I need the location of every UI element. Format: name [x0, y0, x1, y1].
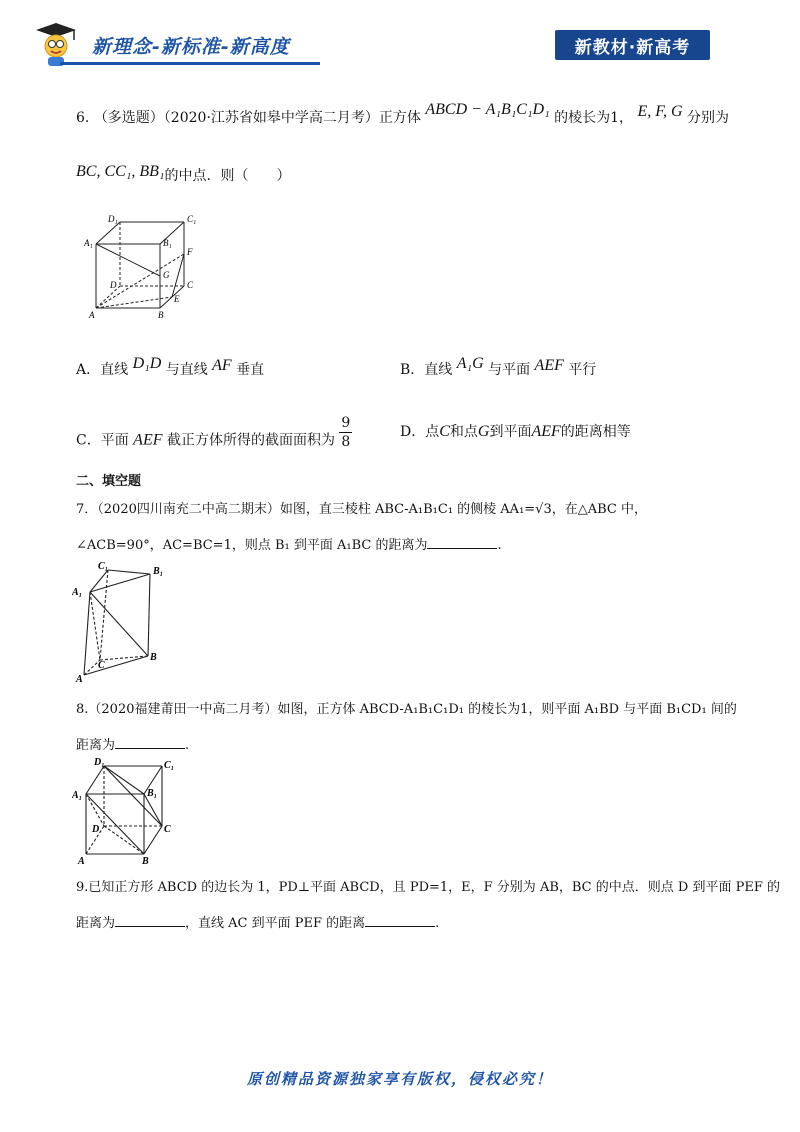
q6-opt-d-mid2: 到平面 — [489, 424, 532, 440]
q9-answer-blank-1[interactable] — [115, 912, 185, 927]
q6-option-b — [400, 355, 597, 380]
question-9-line-1: 9.已知正方形 ABCD 的边长为 1，PD⊥平面 ABCD，且 PD=1，E，F 分别为 AB，BC 的中点．则点 D 到平面 PEF 的 — [76, 880, 780, 895]
q8-cube-figure — [72, 756, 182, 866]
q7-fig-label-a1: A₁ — [72, 587, 83, 598]
q6-opt-c-mid: 截正方体所得的截面面积为 — [166, 432, 335, 449]
q8-fig-label-a1: A₁ — [72, 790, 83, 801]
q6-opt-d-tail: 的距离相等 — [560, 424, 631, 440]
q6-fig-label-g: G — [163, 270, 170, 280]
q6-option-a — [76, 355, 265, 380]
q6-opt-c-prefix: C．平面 — [76, 432, 129, 449]
q6-opt-c-fraction — [339, 414, 352, 451]
q6-opt-b-tail: 平行 — [568, 362, 597, 378]
question-8-line-2 — [76, 734, 189, 756]
header-tag: 新教材·新高考 — [555, 30, 710, 60]
q6-option-c — [76, 415, 352, 459]
question-6-line-2 — [76, 163, 291, 186]
q6-opt-b-plane: AEF — [534, 357, 564, 374]
q6-cube-figure — [84, 210, 204, 325]
q6-fig-label-f: F — [187, 247, 193, 257]
q8-fig-label-a: A — [78, 856, 85, 866]
q6-meta: （多选题）（2020·江苏省如皋中学高二月考）正方体 — [93, 110, 421, 126]
q8-fig-label-b: B — [142, 856, 149, 866]
q6-opt-c-denominator: 8 — [341, 434, 351, 450]
q8-fig-label-d: D — [92, 824, 100, 835]
question-7-line-1: 7．（2020四川南充二中高二期末）如图，直三棱柱 ABC-A₁B₁C₁ 的侧棱 AA₁=√3，在△ABC 中， — [76, 502, 647, 517]
q6-fig-label-b: B — [158, 310, 164, 320]
q6-fig-label-c1: C₁ — [187, 214, 197, 224]
q6-opt-d-prefix: D．点 — [400, 424, 440, 440]
q7-fig-label-b1: B₁ — [153, 566, 164, 577]
q6-opt-d-point2: G — [477, 423, 490, 440]
q6-opt-c-numerator: 9 — [341, 415, 351, 431]
q7-prism-figure — [72, 560, 172, 685]
q8-fig-label-d1: D₁ — [94, 757, 105, 768]
q7-line2-text: ∠ACB=90°，AC=BC=1，则点 B₁ 到平面 A₁BC 的距离为 — [76, 538, 428, 553]
q6-opt-c-plane: AEF — [133, 431, 163, 449]
header-slogan: 新理念-新标准-新高度 — [92, 36, 290, 58]
q9-line2-part-a: 距离为 — [76, 916, 116, 931]
q6-tail: 分别为 — [686, 110, 729, 126]
q6-fig-label-b1: B₁ — [163, 238, 172, 248]
q8-fig-label-c: C — [164, 824, 171, 835]
q6-fig-label-e: E — [174, 294, 180, 304]
q9-answer-blank-2[interactable] — [365, 912, 435, 927]
q6-opt-a-prefix: A．直线 — [76, 362, 129, 378]
q6-points: E, F, G — [637, 103, 683, 120]
q6-line2-tail: 的中点．则（ ） — [164, 168, 291, 184]
q6-opt-d-plane: AEF — [531, 423, 561, 440]
q8-answer-blank[interactable] — [115, 734, 185, 749]
q6-opt-d-point1: C — [439, 423, 450, 440]
question-6-line-1 — [76, 101, 756, 128]
q6-fig-label-c: C — [187, 280, 194, 290]
q6-edges: BC, CC₁, BB₁ — [76, 163, 165, 180]
q6-solid: ABCD − A₁B₁C₁D₁ — [425, 101, 550, 118]
q7-fig-label-c: C — [98, 660, 105, 671]
question-9-line-2 — [76, 912, 439, 934]
q8-line2-end: . — [185, 738, 190, 753]
q6-fig-label-a: A — [89, 310, 95, 320]
q7-answer-blank[interactable] — [427, 534, 497, 549]
q6-opt-a-mid: 与直线 — [165, 362, 208, 378]
question-8-line-1: 8.（2020福建莆田一中高二月考）如图，正方体 ABCD-A₁B₁C₁D₁ 的棱长为1，则平面 A₁BD 与平面 B₁CD₁ 间的 — [76, 702, 737, 717]
q6-opt-d-mid: 和点 — [449, 424, 478, 440]
q7-fig-label-c1: C₁ — [98, 561, 109, 572]
q9-line2-end: . — [435, 916, 440, 931]
q6-opt-b-line: A₁G — [456, 355, 484, 372]
q6-fig-label-d: D — [110, 280, 117, 290]
q8-line2-text: 距离为 — [76, 738, 116, 753]
mascot-logo-icon — [30, 20, 82, 68]
question-7-line-2 — [76, 534, 502, 556]
q6-fig-label-d1: D₁ — [108, 214, 118, 224]
q6-option-d — [400, 422, 631, 442]
q7-fig-label-a: A — [76, 674, 83, 685]
q9-line2-part-b: ，直线 AC 到平面 PEF 的距离 — [185, 916, 366, 931]
footer-copyright: 原创精品资源独家享有版权，侵权必究！ — [246, 1070, 553, 1088]
q6-opt-a-line2: AF — [212, 357, 232, 374]
q8-fig-label-b1: B₁ — [147, 788, 158, 799]
section-title: 二、填空题 — [76, 474, 142, 489]
q6-opt-a-line1: D₁D — [132, 355, 162, 372]
q7-line2-end: . — [497, 538, 502, 553]
q6-after-solid: 的棱长为1， — [554, 110, 634, 126]
q8-fig-label-c1: C₁ — [164, 760, 175, 771]
q6-opt-b-mid: 与平面 — [488, 362, 531, 378]
q7-fig-label-b: B — [150, 652, 157, 663]
q6-opt-b-prefix: B．直线 — [400, 362, 453, 378]
q6-opt-a-tail: 垂直 — [236, 362, 265, 378]
header-underline — [60, 62, 320, 65]
q6-fig-label-a1: A₁ — [84, 238, 93, 248]
q6-number: 6. — [76, 110, 90, 126]
